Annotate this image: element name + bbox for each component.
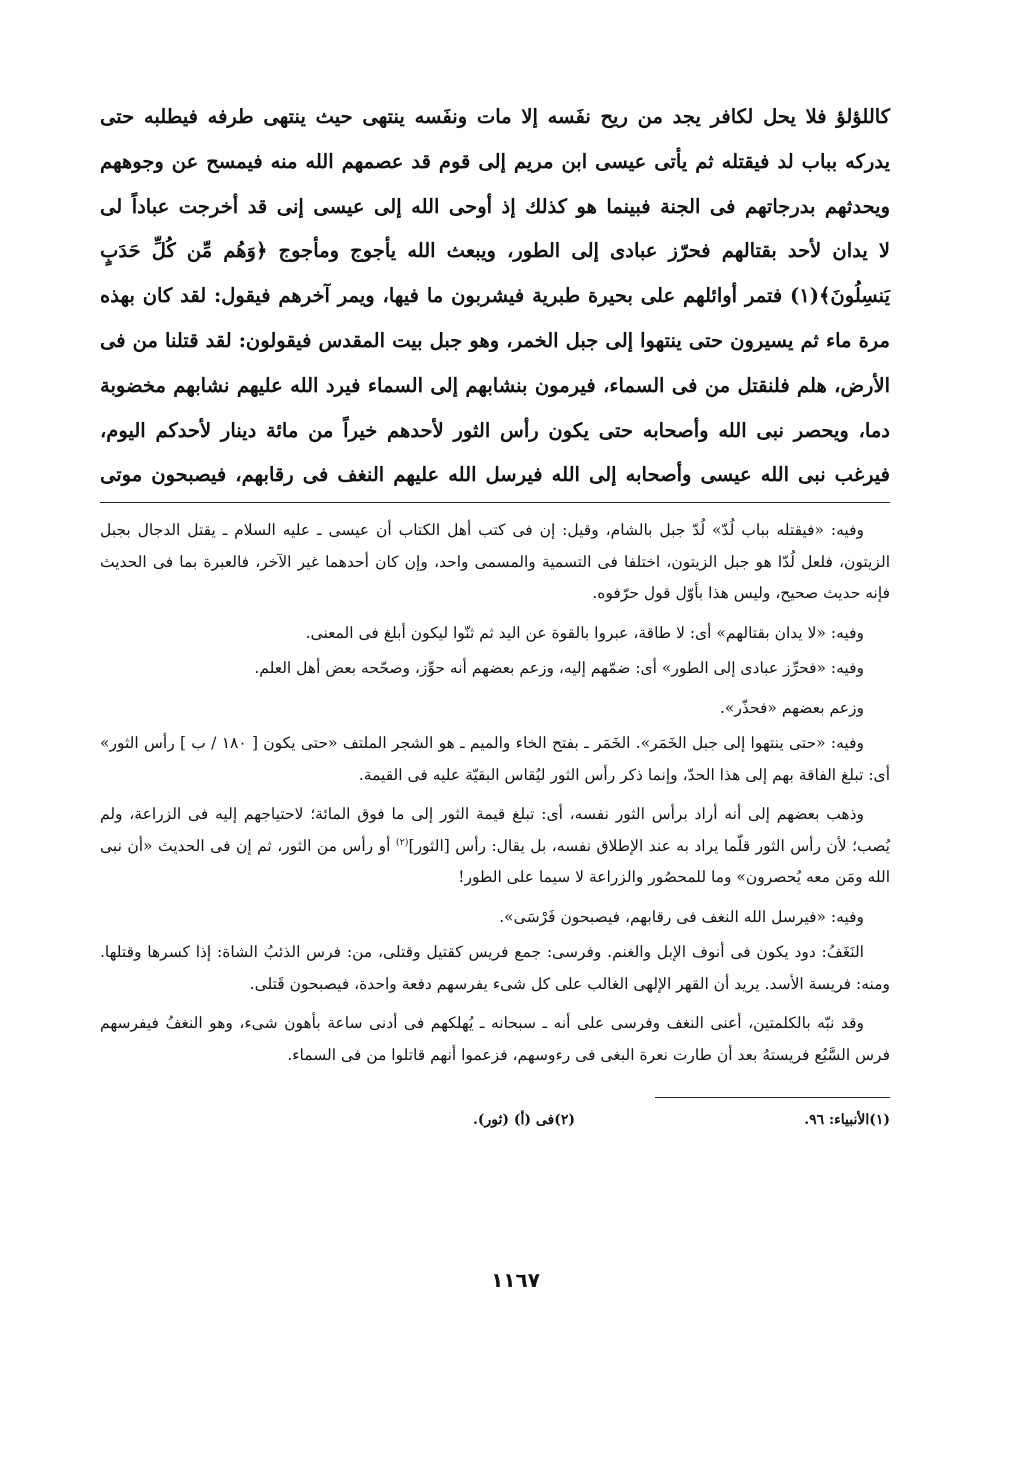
commentary-paragraph: وفيه: «لا يدان بقتالهم» أى: لا طاقة، عبروا بالقوة عن اليد ثم ثنّوا ليكون أبلغ فى المعنى. (305, 623, 864, 642)
main-line: لا يدان لأحد بقتالهم فحرّز عبادى إلى الطور، ويبعث الله يأجوج ومأجوج ﴿وَهُم مِّن كُلِّ حَدَبٍ (100, 239, 890, 263)
hadith-text (100, 95, 890, 498)
main-line: كاللؤلؤ فلا يحل لكافر يجد من ريح نفَسه إلا مات ونفَسه ينتهى حيث ينتهى طرفه فيطلبه حتى (100, 105, 890, 128)
footnote-1: (١)الأنبياء: ٩٦. (804, 1112, 890, 1129)
commentary-paragraph: وقد نبّه بالكلمتين، أعنى النغف وفرسى على أنه ـ سبحانه ـ يُهلكهم فى أدنى ساعة بأهون شىء، وهو النغفُ فيفرسهم فرس السَّبُع فريستهُ بعد أن طارت نعرة البغى فى رءوسهم، فزعموا أنهم قاتلوا من فى السماء. (100, 1014, 890, 1064)
main-line: ويحدثهم بدرجاتهم فى الجنة فبينما هو كذلك إذ أوحى الله إلى عيسى إنى قد أخرجت عباداً لى (100, 194, 890, 218)
main-line: فيرغب نبى الله عيسى وأصحابه إلى الله فيرسل الله عليهم النغف فى رقابهم، فيصبحون موتى (100, 463, 890, 487)
text-separator (100, 502, 890, 503)
commentary-paragraph: وفيه: «حتى ينتهوا إلى جبل الخَمَر». الخَمَر ـ بفتح الخاء والميم ـ هو الشجر الملتف «حتى يكون [ ١٨٠ / ب ] رأس الثور» أى: تبلغ الفاقة بهم إلى هذا الحدّ، وإنما ذكر رأس الثور ليُقاس البقيّة عليه فى القيمة. (100, 734, 890, 784)
commentary-paragraph: وزعم بعضهم «فحذّر». (719, 698, 864, 717)
commentary-text: أو رأس من الثور، ثم إن فى الحديث «أن نبى الله ومَن معه يُحصرون» وما للمحصُور والزراعة لا سيما على الطور! (100, 836, 890, 887)
commentary-paragraph: النَغَفُ: دود يكون فى أنوف الإبل والغنم. وفرسى: جمع فريس كقتيل وقتلى، من: فرس الذئبُ الشاة: إذا كسرها وقتلها. ومنه: فريسة الأسد. يريد أن القهر الإلهى الغالب على كل شىء يفرسهم دفعة واحدة، فيصبحون قَتلى. (100, 943, 890, 993)
main-line: يَنسِلُونَ﴾(١) فتمر أوائلهم على بحيرة طبرية فيشربون ما فيها، ويمر آخرهم فيقول: لقد كان بهذه (100, 284, 890, 308)
main-line: الأرض، هلم فلنقتل من فى السماء، فيرمون بنشابهم إلى السماء فيرد الله عليهم نشابهم مخضوبة (100, 373, 890, 397)
commentary-paragraph: وفيه: «فحرِّز عبادى إلى الطور» أى: ضمّهم إليه، وزعم بعضهم أنه حوِّز، وصحّحه بعض أهل العلم. (254, 659, 864, 678)
commentary-paragraph (100, 799, 890, 894)
footnote-marker: (٢) (395, 836, 409, 848)
commentary (100, 515, 890, 1071)
commentary-paragraph: وفيه: «فيرسل الله النغف فى رقابهم، فيصبحون فَرْسَى». (499, 907, 864, 926)
main-line: دما، ويحصر نبى الله وأصحابه حتى يكون رأس الثور لأحدهم خيراً من مائة دينار لأحدكم اليوم، (100, 418, 890, 442)
commentary-text: وذهب بعضهم إلى أنه أراد برأس الثور نفسه، أى: تبلغ قيمة الثور إلى ما فوق المائة؛ لاحتياجهم إليه فى الزراعة، ولم يُصب؛ لأن رأس الثور قلّما يراد به عند الإطلاق نفسه، بل يقال: رأس [الثور] (100, 805, 891, 855)
main-line: مرة ماء ثم يسيرون حتى ينتهوا إلى جبل الخمر، وهو جبل بيت المقدس فيقولون: لقد قتلنا من فى (100, 328, 890, 352)
footnote-separator (655, 1097, 890, 1098)
page-number: ١١٦٧ (491, 1268, 540, 1292)
footnote-2: (٢)فى (أ) (ثور). (472, 1112, 575, 1129)
commentary-paragraph: وفيه: «فيقتله بباب لُدّ» لُدّ جبل بالشام، وقيل: إن فى كتب أهل الكتاب أن عيسى ـ عليه السلام ـ يقتل الدجال بجبل الزيتون، فلعل لُدّا هو جبل الزيتون، اختلفا فى التسمية والمسمى واحد، وإن كان أحدهما غير الآخر، فالعبرة بما فى الحديث فإنه حديث صحيح، وليس هذا بأوّل قول حرّفوه. (100, 521, 890, 603)
page-body (100, 95, 890, 1132)
main-line: يدركه بباب لد فيقتله ثم يأتى عيسى ابن مريم إلى قوم قد عصمهم الله منه فيمسح عن وجوههم (100, 149, 890, 173)
footnotes (100, 1108, 890, 1132)
